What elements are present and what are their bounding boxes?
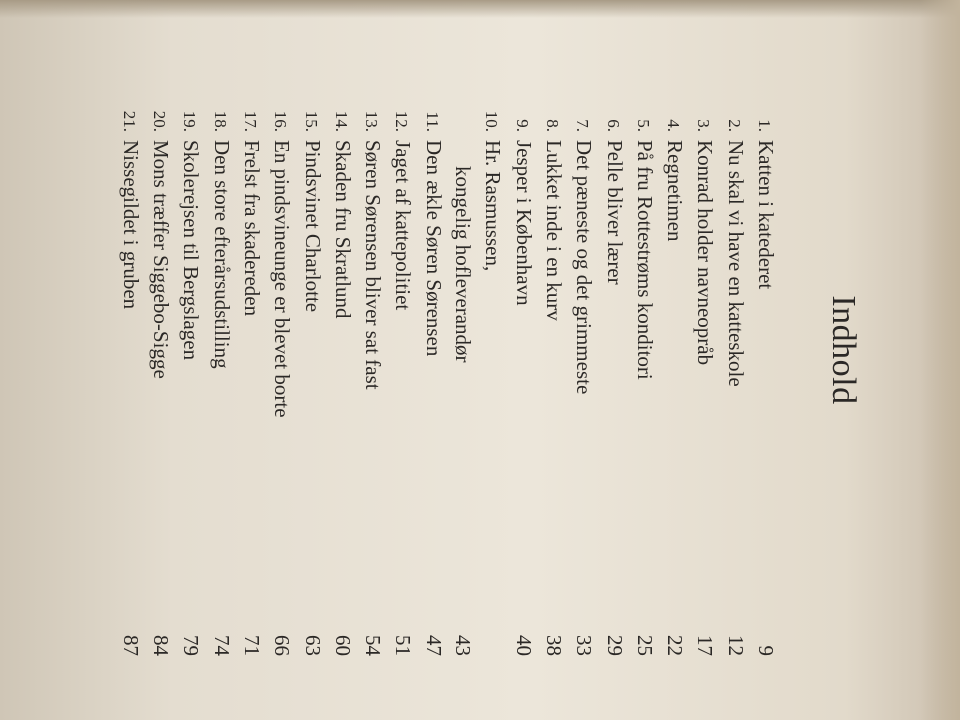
chapter-title: Jaget af kattepolitiet [391,140,416,311]
chapter-title: Frelst fra skadereden [239,140,264,317]
toc-entry [175,96,205,656]
page-edge [920,0,960,720]
toc-entry [327,96,357,656]
chapter-number: 12. [392,110,412,132]
toc-entry [538,96,568,656]
chapter-title: Pindsvinet Charlotte [300,140,325,313]
page-number: 22 [663,635,688,656]
chapter-title: Skaden fru Skratlund [330,140,355,319]
toc-entry [750,96,780,656]
chapter-number: 20. [150,110,170,132]
chapter-number: 9. [512,119,532,132]
page-number: 25 [632,635,657,656]
chapter-title: Regnetimen [663,140,688,242]
chapter-title: Det pæneste og det grimmeste [572,140,597,395]
chapter-number: 8. [542,119,562,132]
chapter-title: Katten i katederet [754,140,778,290]
chapter-number: 3. [694,119,714,132]
chapter-number: 1. [755,119,774,132]
chapter-number: 16. [271,110,291,132]
chapter-title: Mons træffer Siggebo-Sigge [149,140,174,379]
page-number: 79 [179,635,204,656]
chapter-number: 17. [240,110,260,132]
chapter-number: 21. [119,110,139,132]
page-number: 29 [602,635,627,656]
chapter-title: Nu skal vi have en katteskole [723,140,748,387]
chapter-title: Søren Sørensen bliver sat fast [361,140,386,390]
page-number: 9 [754,645,778,656]
table-of-contents [114,96,780,656]
chapter-number: 13. [362,110,382,132]
chapter-number: 10. [482,110,502,132]
page-number: 84 [149,635,174,656]
toc-entry [448,96,477,656]
chapter-title: kongelig hofleverandør [451,166,476,363]
page-number: 38 [541,635,566,656]
chapter-number: 4. [664,119,684,132]
toc-entry [387,96,417,656]
page-number: 60 [330,635,355,656]
page-number: 87 [118,635,143,656]
chapter-title: På fru Rottestrøms konditori [632,140,657,380]
chapter-title: Den store efterårsudstilling [209,140,234,369]
chapter-number: 11. [422,111,442,132]
contents-page [70,30,890,670]
toc-entry [507,96,537,656]
page-number: 66 [270,635,295,656]
chapter-number: 15. [301,110,321,132]
chapter-number: 5. [633,119,653,132]
chapter-number: 19. [180,110,200,132]
toc-entry [417,96,447,656]
toc-entry [598,96,628,656]
chapter-title: En pindsvineunge er blevet borte [270,140,295,418]
toc-entry [477,96,507,656]
toc-entry [205,96,235,656]
chapter-title: Skolerejsen til Bergslagen [179,140,204,361]
toc-entry [719,96,749,656]
toc-entry [145,96,175,656]
rotated-text-block [70,30,890,670]
page-number: 71 [239,635,264,656]
page-number: 54 [361,635,386,656]
toc-entry [659,96,689,656]
page-number: 40 [511,635,536,656]
chapter-title: Nissegildet i gruben [118,140,143,310]
chapter-title: Hr. Rasmussen, [481,140,506,272]
toc-entry [689,96,719,656]
chapter-title: Pelle bliver lærer [602,140,627,285]
toc-entry [296,96,326,656]
chapter-title: Konrad holder navneopråb [693,140,718,366]
page-number: 74 [209,635,234,656]
chapter-number: 18. [210,110,230,132]
page-number: 51 [391,635,416,656]
chapter-title: Jesper i København [511,140,536,306]
toc-entry [236,96,266,656]
chapter-number: 2. [724,119,744,132]
chapter-number: 14. [331,110,351,132]
contents-heading: Indhold [825,295,862,405]
toc-entry [568,96,598,656]
chapter-number: 7. [573,119,593,132]
toc-entry [629,96,659,656]
toc-entry [266,96,296,656]
chapter-title: Den ækle Søren Sørensen [421,140,446,357]
chapter-number: 6. [603,119,623,132]
page-number: 17 [693,635,718,656]
toc-entry [114,96,144,656]
page-number: 47 [421,635,446,656]
page-number: 43 [451,635,476,656]
page-number: 63 [300,635,325,656]
toc-entry [357,96,387,656]
page-top-shadow [0,0,960,18]
page-number: 12 [723,635,748,656]
page-number: 33 [572,635,597,656]
chapter-title: Lukket inde i en kurv [541,140,566,321]
